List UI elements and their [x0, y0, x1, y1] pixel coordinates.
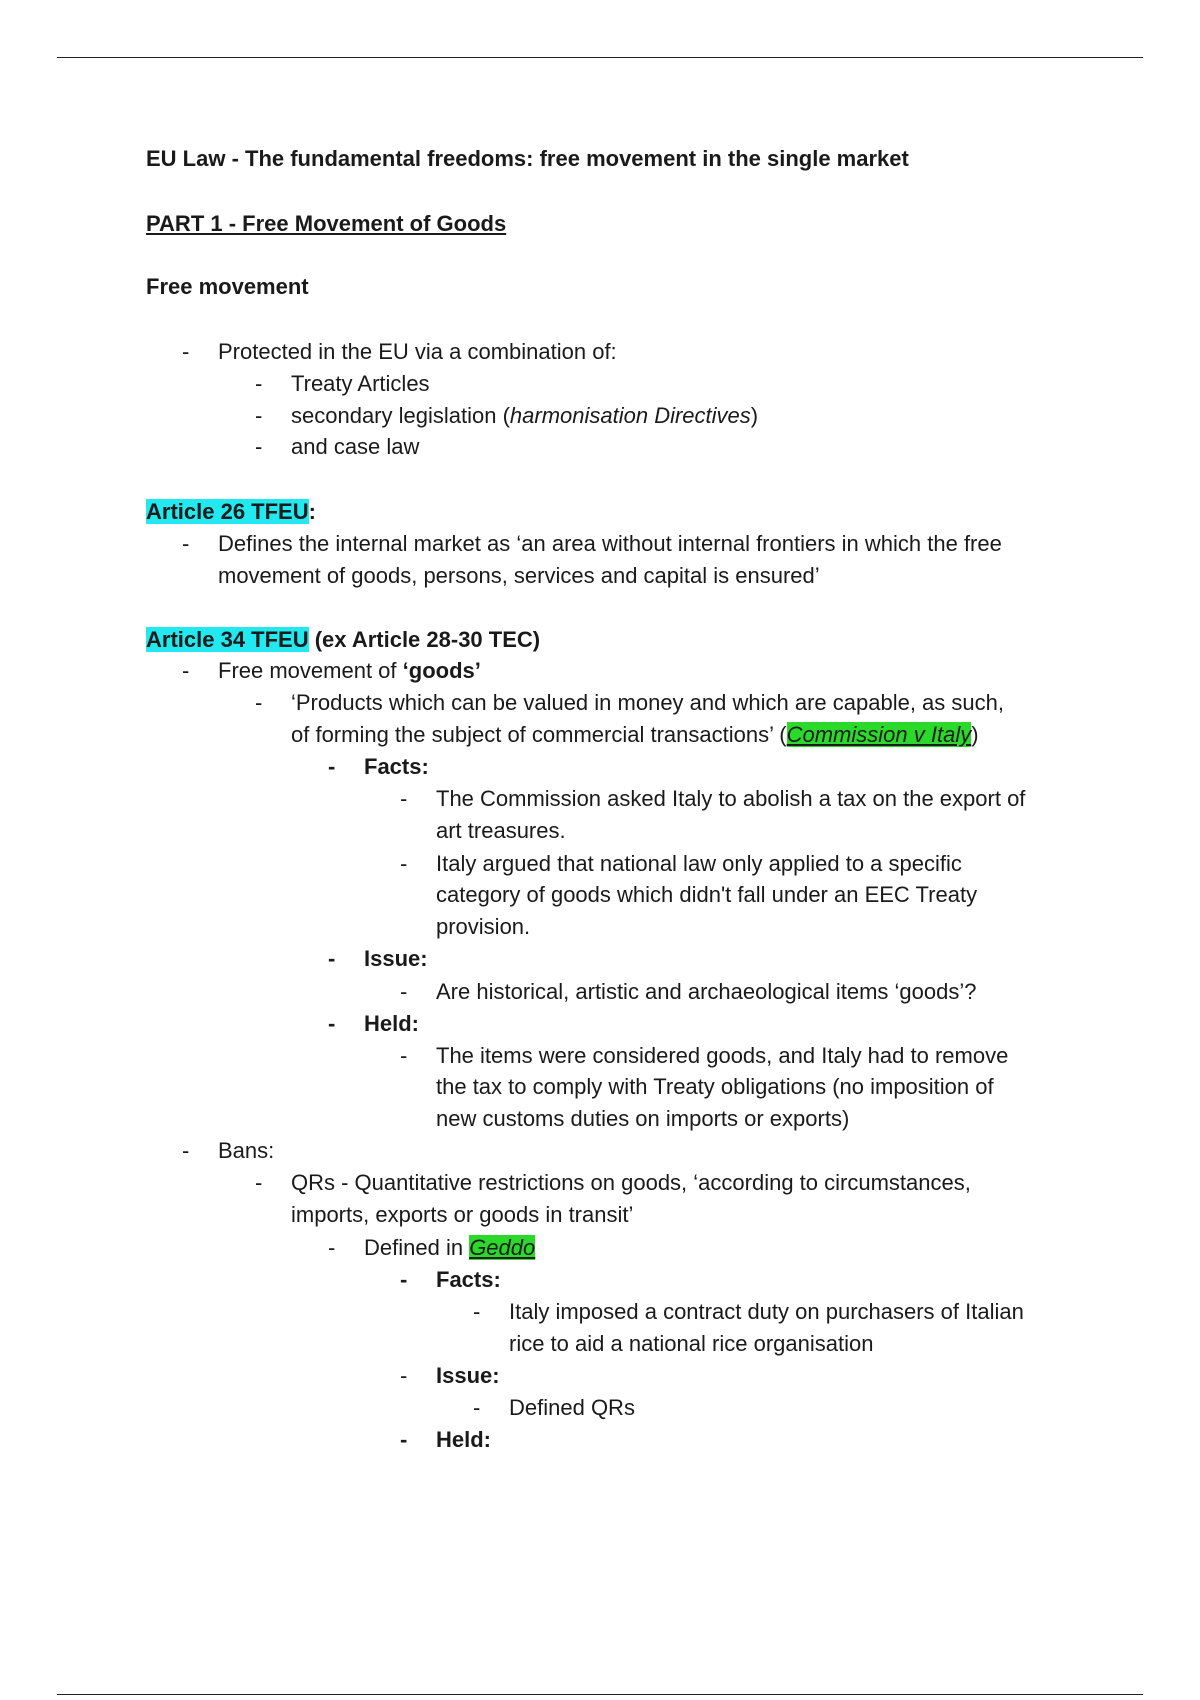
list-item: Defined QRs: [509, 1395, 635, 1420]
list-item: category of goods which didn't fall under an EEC Treaty: [436, 882, 978, 907]
bullet-dash: -: [182, 658, 190, 683]
bullet-dash: -: [473, 1299, 481, 1324]
section-heading: Free movement: [146, 274, 309, 299]
list-item: rice to aid a national rice organisation: [509, 1331, 874, 1356]
bullet-dash: -: [400, 1363, 408, 1388]
list-item: The Commission asked Italy to abolish a tax on the export of: [436, 786, 1026, 811]
bullet-dash: -: [182, 531, 190, 556]
bullet-dash: -: [255, 403, 263, 428]
bullet-dash: -: [400, 1267, 408, 1292]
list-item: Italy imposed a contract duty on purchasers of Italian: [509, 1299, 1024, 1324]
list-item: Free movement of ‘goods’: [218, 658, 481, 683]
facts-label: Facts:: [364, 754, 429, 779]
issue-label: Issue:: [436, 1363, 500, 1388]
bullet-dash: -: [182, 1138, 190, 1163]
list-item: of forming the subject of commercial transactions’ (Commission v Italy): [291, 722, 979, 747]
list-item: Are historical, artistic and archaeological items ‘goods’?: [436, 979, 977, 1004]
list-item: art treasures.: [436, 818, 566, 843]
list-item: the tax to comply with Treaty obligations (no imposition of: [436, 1074, 994, 1099]
bullet-dash: -: [255, 1170, 263, 1195]
list-item: ‘Products which can be valued in money and which are capable, as such,: [291, 690, 1004, 715]
held-label: Held:: [436, 1427, 491, 1452]
case-geddo: Geddo: [469, 1235, 536, 1260]
bullet-dash: -: [328, 1011, 336, 1036]
article-34-heading: Article 34 TFEU (ex Article 28-30 TEC): [146, 627, 541, 652]
document-title: EU Law - The fundamental freedoms: free movement in the single market: [146, 146, 909, 171]
case-commission-v-italy: Commission v Italy: [786, 722, 972, 747]
list-item: and case law: [291, 434, 420, 459]
bullet-dash: -: [473, 1395, 481, 1420]
bullet-dash: -: [255, 371, 263, 396]
bullet-dash: -: [400, 851, 408, 876]
part-heading: PART 1 - Free Movement of Goods: [146, 211, 507, 236]
harmonisation-directives: harmonisation Directives: [509, 403, 751, 428]
list-item: Bans:: [218, 1138, 275, 1163]
list-item: secondary legislation (harmonisation Directives): [291, 403, 759, 428]
list-item: Italy argued that national law only applied to a specific: [436, 851, 962, 876]
article-26-heading: Article 26 TFEU:: [146, 499, 316, 524]
bullet-dash: -: [182, 339, 190, 364]
bullet-dash: -: [400, 1043, 408, 1068]
bullet-dash: -: [255, 690, 263, 715]
list-item: The items were considered goods, and Italy had to remove: [436, 1043, 1009, 1068]
bullet-dash: -: [328, 1235, 336, 1260]
article-34-highlight: Article 34 TFEU: [146, 627, 309, 652]
list-item: Defines the internal market as ‘an area without internal frontiers in which the free: [218, 531, 1002, 556]
list-item: new customs duties on imports or exports): [436, 1106, 850, 1131]
list-item: Defined in Geddo: [364, 1235, 536, 1260]
bullet-dash: -: [400, 786, 408, 811]
list-item: provision.: [436, 914, 531, 939]
list-item: Protected in the EU via a combination of:: [218, 339, 617, 364]
facts-label: Facts:: [436, 1267, 501, 1292]
held-label: Held:: [364, 1011, 419, 1036]
list-item: imports, exports or goods in transit’: [291, 1202, 634, 1227]
issue-label: Issue:: [364, 946, 428, 971]
bullet-dash: -: [255, 434, 263, 459]
list-item: QRs - Quantitative restrictions on goods, ‘according to circumstances,: [291, 1170, 971, 1195]
bullet-dash: -: [328, 754, 336, 779]
bullet-dash: -: [400, 979, 408, 1004]
list-item: movement of goods, persons, services and capital is ensured’: [218, 563, 820, 588]
article-26-highlight: Article 26 TFEU: [146, 499, 309, 524]
bullet-dash: -: [328, 946, 336, 971]
bullet-dash: -: [400, 1427, 408, 1452]
list-item: Treaty Articles: [291, 371, 430, 396]
